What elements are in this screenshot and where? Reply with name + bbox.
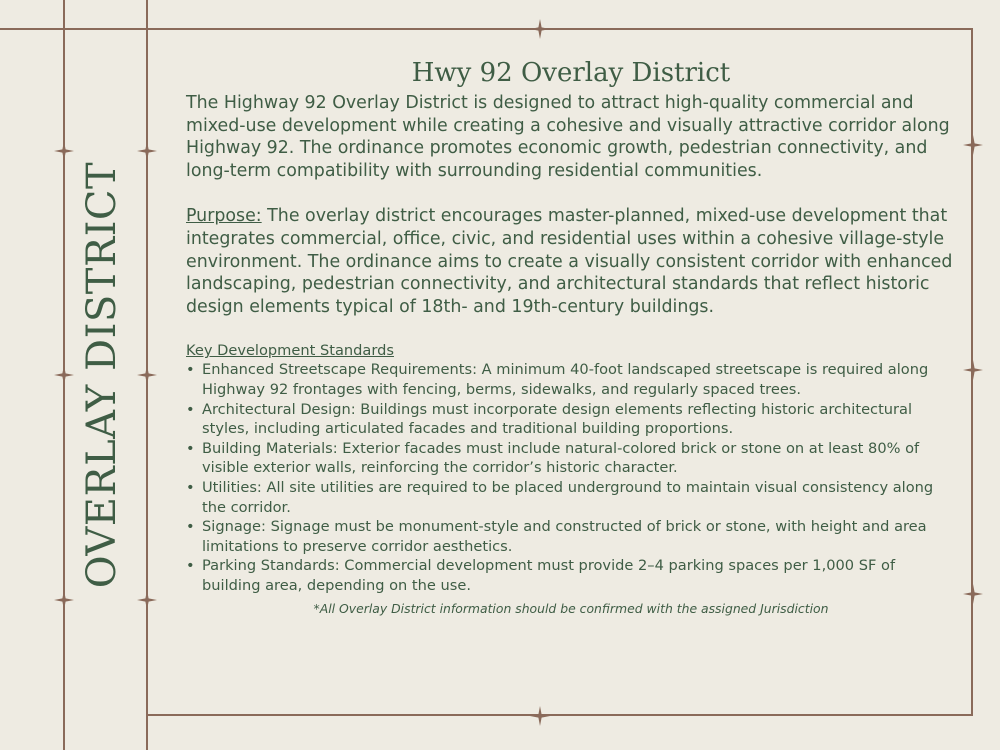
sparkle-icon [54, 365, 74, 385]
side-title: OVERLAY DISTRICT [79, 161, 125, 589]
list-item: • Utilities: All site utilities are required to be placed underground to maintain visual consistency along the corridor. [186, 478, 956, 517]
purpose-label: Purpose: [186, 206, 262, 227]
sparkle-icon [137, 141, 157, 161]
intro-paragraph: The Highway 92 Overlay District is designed to attract high-quality commercial and mixed-use development while creating a cohesive and visually attractive corridor along Highway 92. The ordinance promotes economic growth, pedestrian connectivity, and long-term compatibility with surrounding residential communities. [186, 93, 950, 181]
sparkle-icon [530, 706, 550, 726]
page-title: Hwy 92 Overlay District [411, 58, 731, 88]
purpose-paragraph [186, 205, 956, 318]
standards-list [186, 360, 956, 595]
list-item: • Architectural Design: Buildings must incorporate design elements reflecting historic architectural styles, including articulated facades and traditional building proportions. [186, 400, 956, 439]
sparkle-icon [530, 19, 550, 39]
sparkle-icon [963, 360, 983, 380]
list-item: • Building Materials: Exterior facades must include natural-colored brick or stone on at least 80% of visible exterior walls, reinforcing the corridor’s historic character. [186, 439, 956, 478]
sparkle-icon [963, 135, 983, 155]
sparkle-icon [137, 365, 157, 385]
sparkle-icon [137, 590, 157, 610]
sparkle-icon [54, 141, 74, 161]
list-item: • Parking Standards: Commercial development must provide 2–4 parking spaces per 1,000 SF of building area, depending on the use. [186, 556, 956, 595]
top-left-rule [0, 28, 146, 30]
list-item: • Signage: Signage must be monument-style and constructed of brick or stone, with height and area limitations to preserve corridor aesthetics. [186, 517, 956, 556]
purpose-text: The overlay district encourages master-planned, mixed-use development that integrates commercial, office, civic, and residential uses within a cohesive village-style environment. The ordinance aims to create a visually consistent corridor with enhanced landscaping, pedestrian connectivity, and architectural standards that reflect historic design elements typical of 18th- and 19th-century buildings. [186, 206, 953, 317]
list-item: • Enhanced Streetscape Requirements: A minimum 40-foot landscaped streetscape is required along Highway 92 frontages with fencing, berms, sidewalks, and regularly spaced trees. [186, 360, 956, 399]
standards-title: Key Development Standards [186, 342, 394, 360]
sparkle-icon [963, 584, 983, 604]
main-content [186, 58, 956, 616]
sparkle-icon [54, 590, 74, 610]
footnote: *All Overlay District information should be confirmed with the assigned Jurisdiction [313, 601, 829, 617]
